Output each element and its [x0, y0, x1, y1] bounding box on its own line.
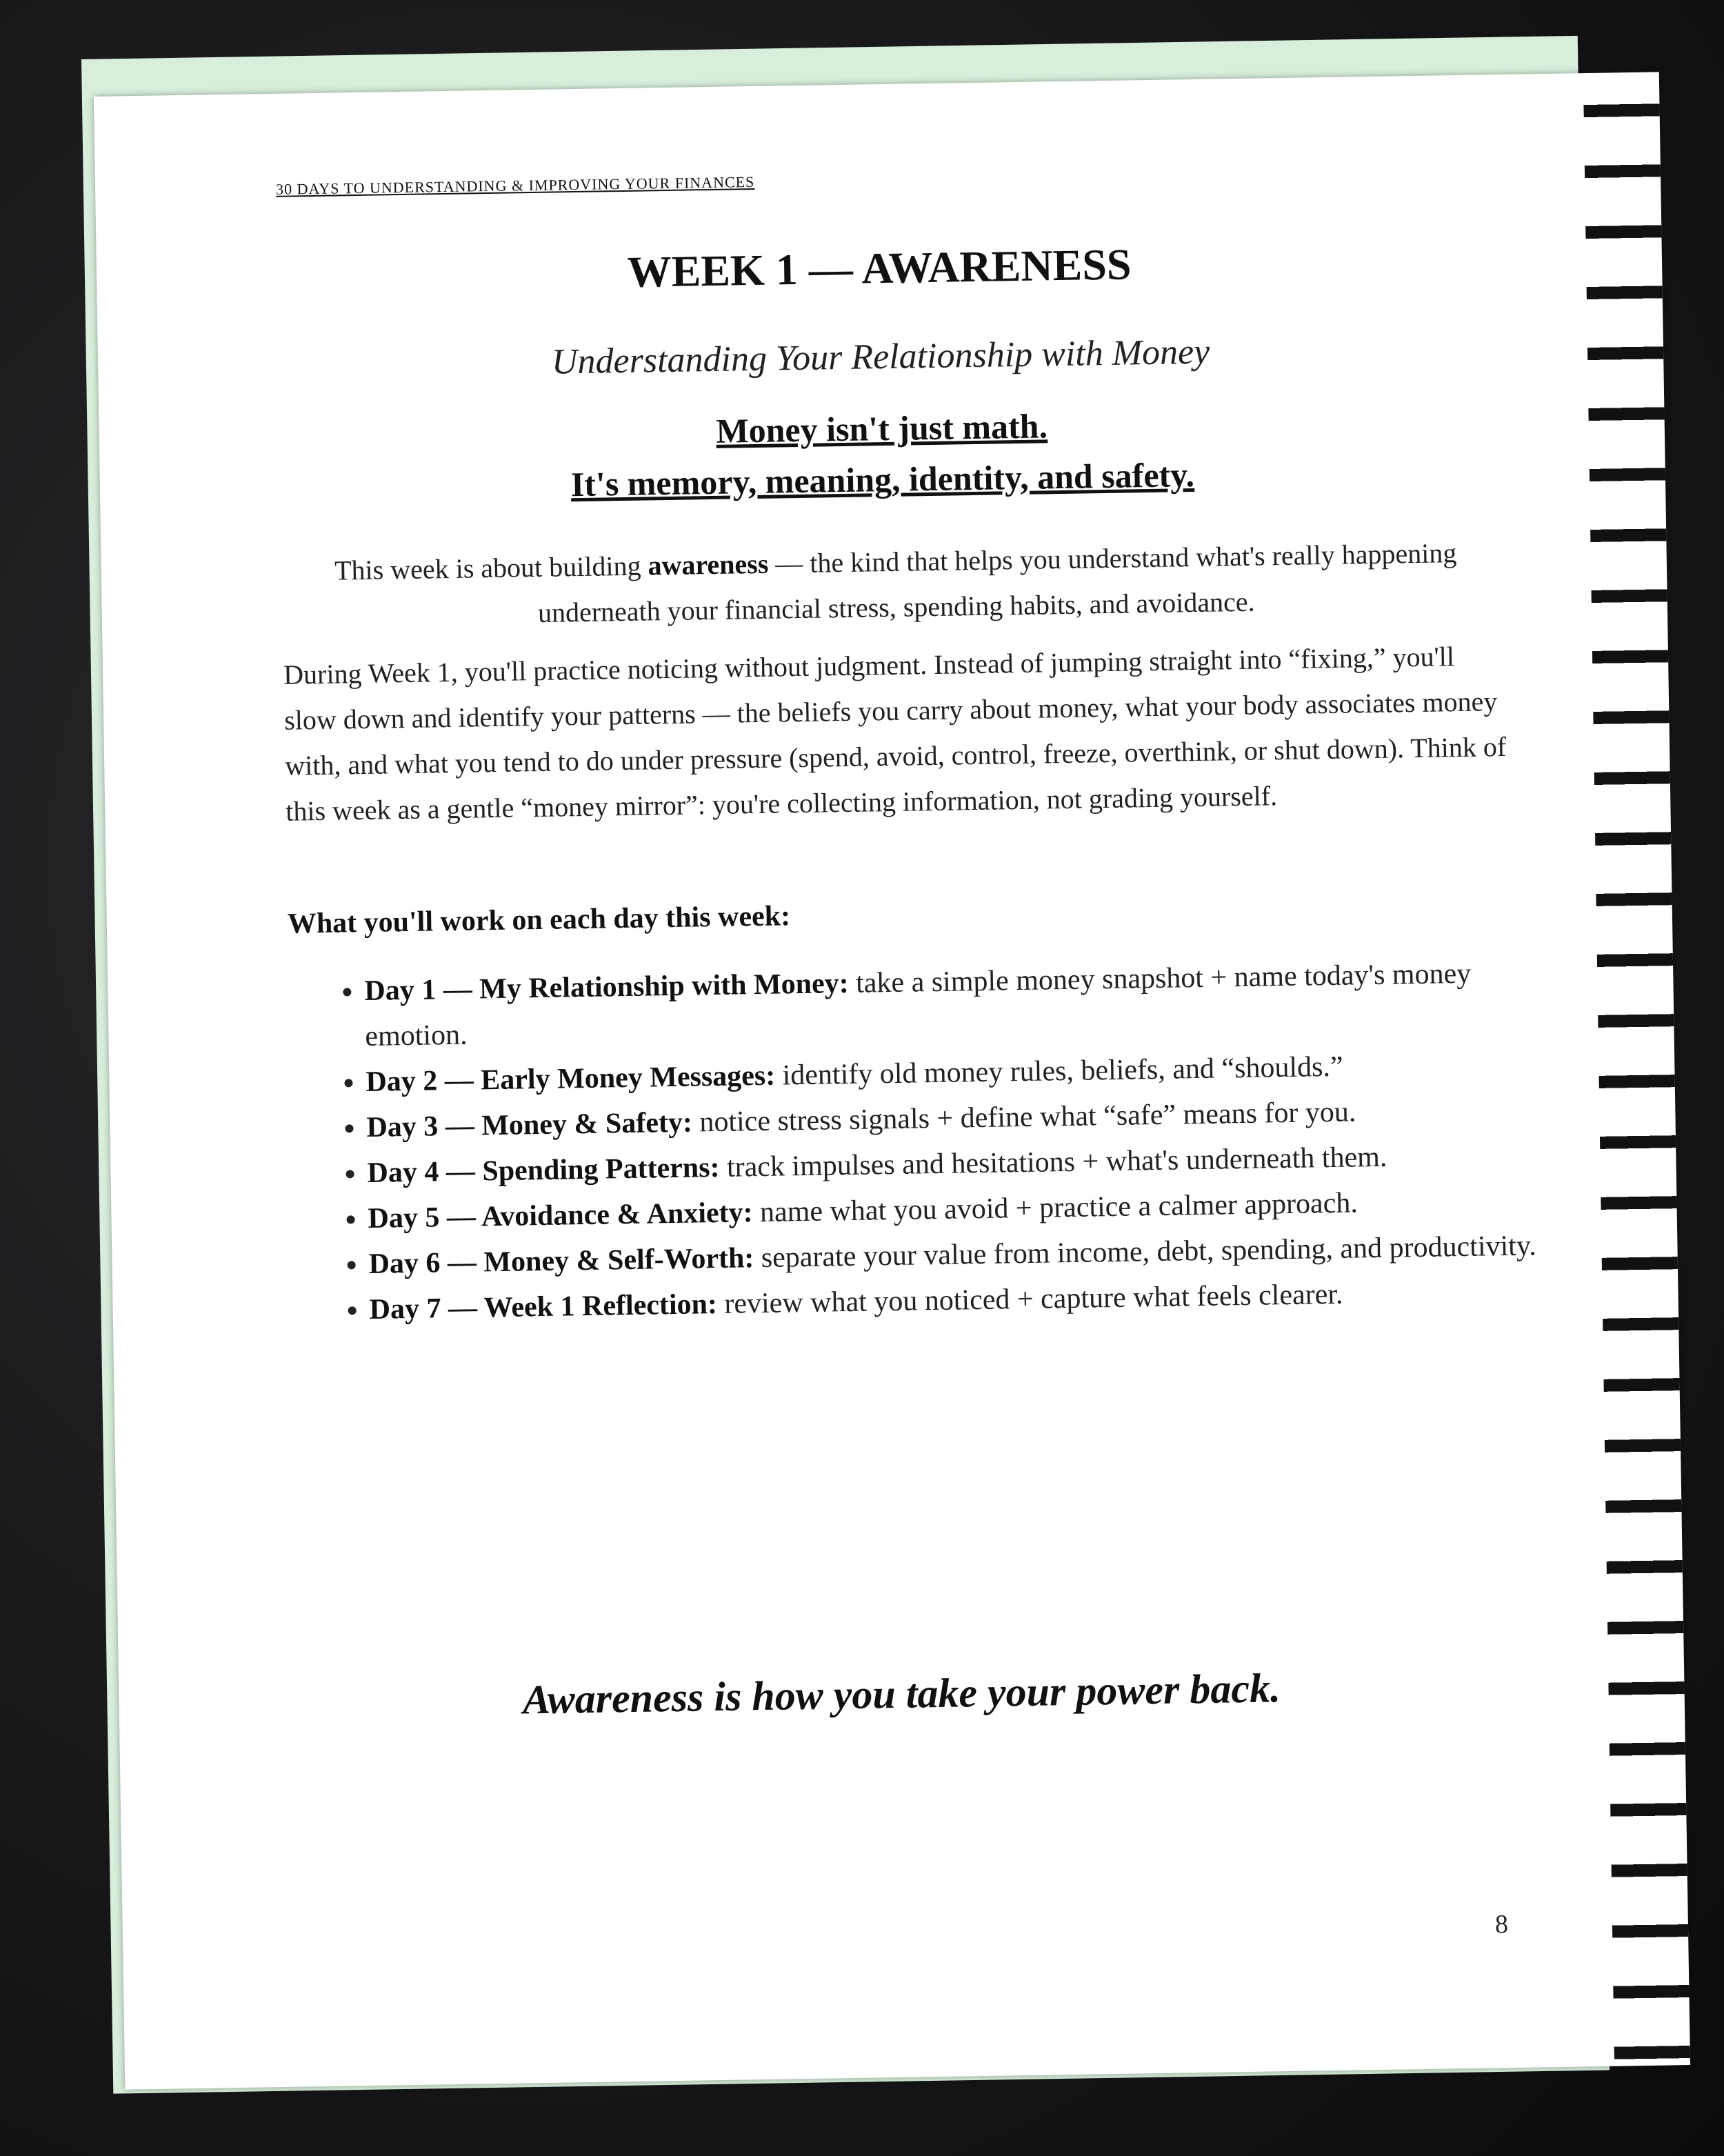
days-list: [288, 949, 1583, 1333]
day-label: Day 1 — My Relationship with Money:: [364, 967, 850, 1007]
tagline-line-2: It's memory, meaning, identity, and safety.: [570, 455, 1195, 504]
intro-text-after: — the kind that helps you understand what's really happening underneath your financial stress, spending habits, and avoidance.: [537, 537, 1457, 628]
closing-line: Awareness is how you take your power back.: [522, 1665, 1281, 1723]
intro-emphasis: awareness: [648, 548, 769, 581]
workbook-page: [94, 72, 1690, 2089]
day-label: Day 5 — Avoidance & Anxiety:: [368, 1197, 753, 1235]
day-label: Day 2 — Early Money Messages:: [365, 1059, 776, 1098]
week-title: WEEK 1 — AWARENESS: [627, 239, 1132, 297]
day-label: Day 6 — Money & Self-Worth:: [368, 1242, 754, 1280]
intro-paragraph: [281, 530, 1510, 640]
week-subtitle: Understanding Your Relationship with Money: [551, 332, 1210, 382]
day-description: identify old money rules, beliefs, and “shoulds.”: [774, 1050, 1343, 1092]
day-description: review what you noticed + capture what feels clearer.: [716, 1278, 1343, 1321]
overview-paragraph: During Week 1, you'll practice noticing without judgment. Instead of jumping straight into “fixing,” you'll slow down and identify your patterns — the beliefs you carry about money, what your body associates money with, and what you tend to do under pressure (spend, avoid, control, freeze, overthink, or shut down). Think of this week as a gentle “money mirror”: you're collecting information, not grading yourself.: [283, 641, 1507, 827]
day-description: separate your value from income, debt, spending, and productivity.: [753, 1230, 1537, 1275]
day-description: track impulses and hesitations + what's underneath them.: [719, 1141, 1387, 1184]
day-description: notice stress signals + define what “safe” means for you.: [692, 1096, 1356, 1139]
day-description: name what you avoid + practice a calmer approach.: [752, 1187, 1359, 1229]
day-label: Day 3 — Money & Safety:: [366, 1106, 693, 1144]
running-header: 30 DAYS TO UNDERSTANDING & IMPROVING YOUR FINANCES: [275, 172, 755, 198]
day-label: Day 7 — Week 1 Reflection:: [369, 1288, 718, 1326]
intro-text-before: This week is about building: [334, 550, 648, 586]
tagline-line-1: Money isn't just math.: [715, 406, 1048, 450]
day-description: take a simple money snapshot + name today's money emotion.: [365, 957, 1472, 1052]
day-label: Day 4 — Spending Patterns:: [367, 1151, 720, 1189]
page-number: 8: [1494, 1910, 1509, 1939]
days-heading: What you'll work on each day this week:: [287, 900, 791, 940]
